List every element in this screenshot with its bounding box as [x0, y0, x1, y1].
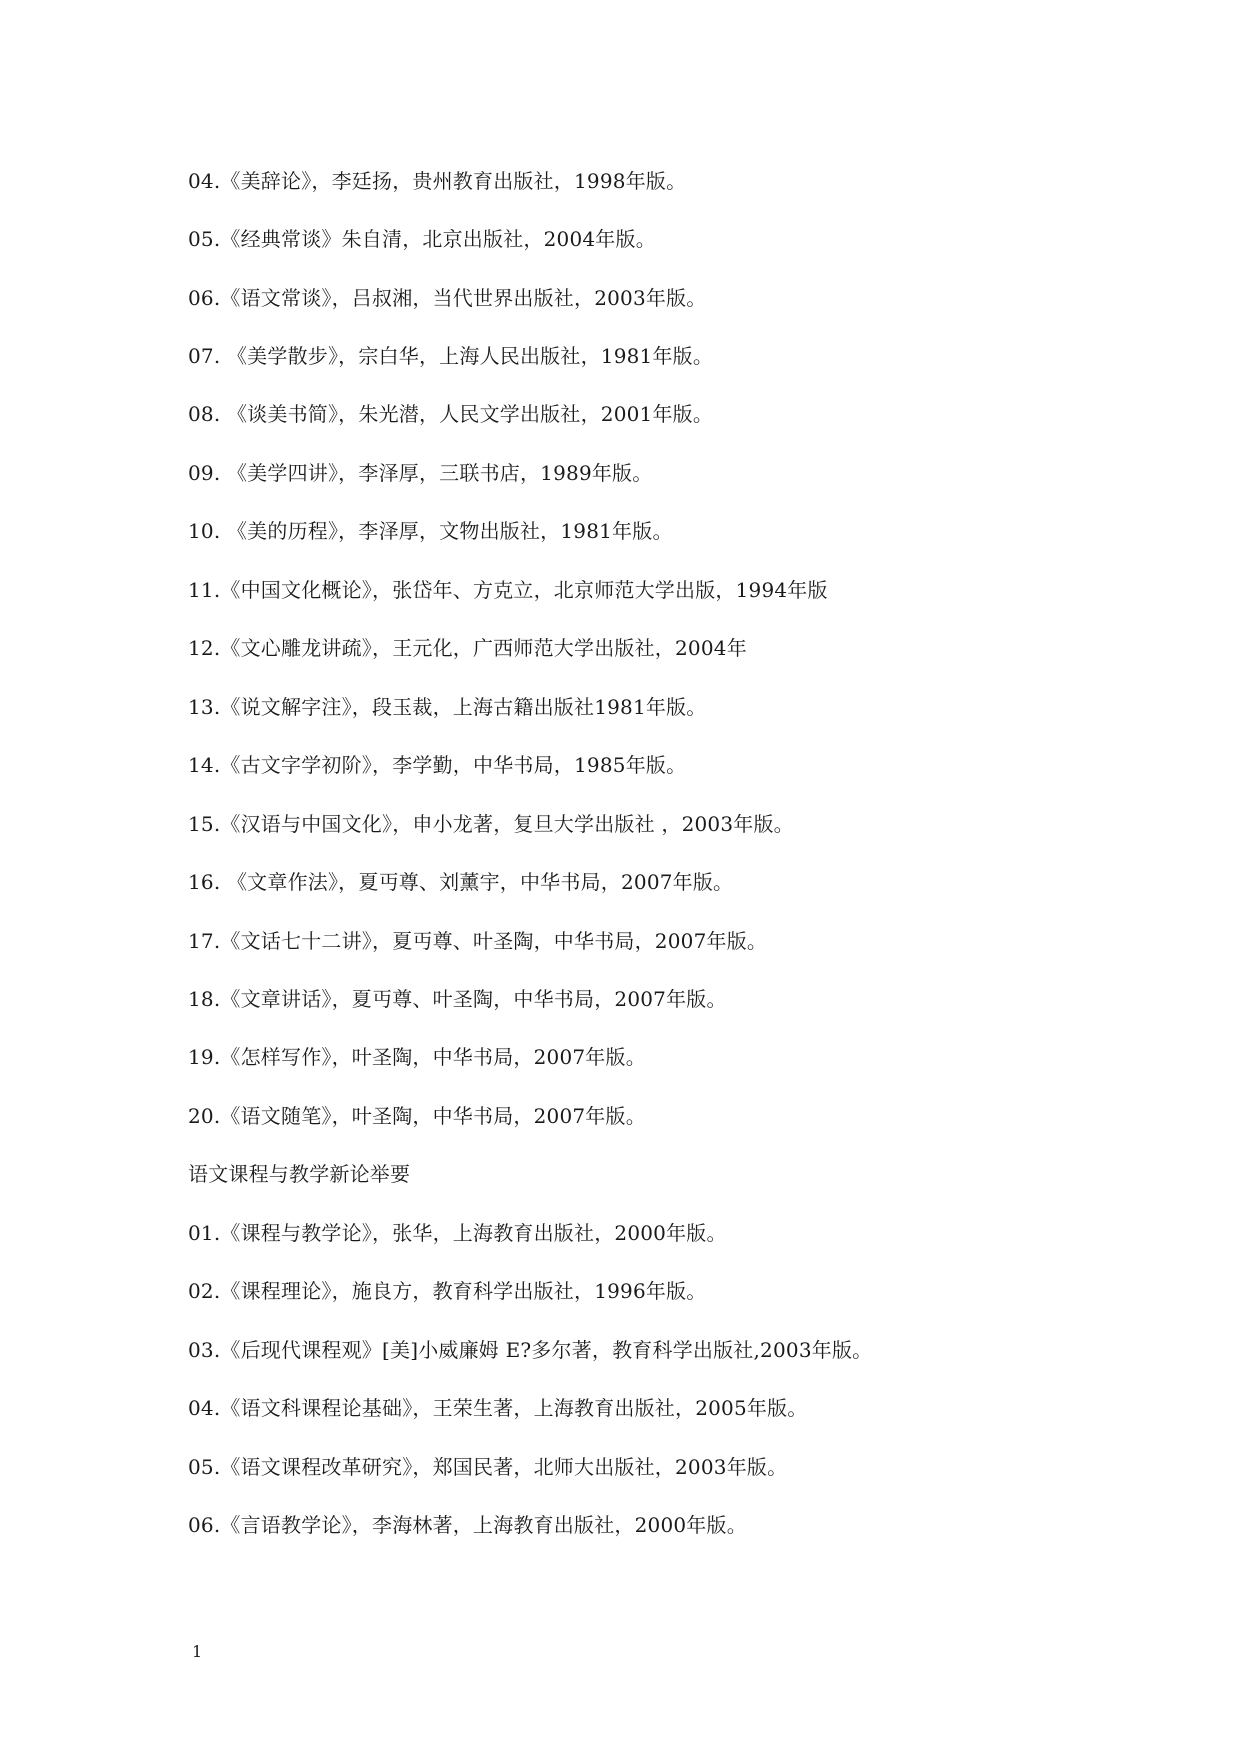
section-heading: 语文课程与教学新论举要 — [188, 1162, 411, 1186]
reference-line: 02.《课程理论》，施良方，教育科学出版社，1996年版。 — [188, 1279, 707, 1303]
page-number: 1 — [192, 1642, 203, 1661]
reference-line: 04.《美辞论》，李廷扬，贵州教育出版社，1998年版。 — [188, 169, 687, 193]
reference-line: 07. 《美学散步》，宗白华，上海人民出版社，1981年版。 — [188, 344, 714, 368]
reference-line: 06.《言语教学论》，李海林著，上海教育出版社，2000年版。 — [188, 1513, 747, 1537]
reference-line: 10. 《美的历程》，李泽厚，文物出版社，1981年版。 — [188, 519, 673, 543]
reference-line: 05.《经典常谈》朱自清，北京出版社，2004年版。 — [188, 227, 656, 251]
reference-line: 11.《中国文化概论》，张岱年、方克立，北京师范大学出版，1994年版 — [188, 578, 828, 602]
reference-line: 12.《文心雕龙讲疏》，王元化，广西师范大学出版社，2004年 — [188, 636, 747, 660]
reference-line: 06.《语文常谈》，吕叔湘，当代世界出版社，2003年版。 — [188, 286, 707, 310]
reference-line: 08. 《谈美书简》，朱光潜，人民文学出版社，2001年版。 — [188, 402, 714, 426]
reference-line: 17.《文话七十二讲》，夏丏尊、叶圣陶，中华书局，2007年版。 — [188, 929, 768, 953]
reference-line: 04.《语文科课程论基础》，王荣生著，上海教育出版社，2005年版。 — [188, 1396, 808, 1420]
reference-line: 03.《后现代课程观》[美]小威廉姆 E?多尔著，教育科学出版社,2003年版。 — [188, 1338, 873, 1362]
reference-line: 05.《语文课程改革研究》，郑国民著，北师大出版社，2003年版。 — [188, 1455, 788, 1479]
reference-line: 18.《文章讲话》，夏丏尊、叶圣陶，中华书局，2007年版。 — [188, 987, 727, 1011]
reference-line: 13.《说文解字注》，段玉裁，上海古籍出版社1981年版。 — [188, 695, 707, 719]
reference-line: 14.《古文字学初阶》，李学勤，中华书局，1985年版。 — [188, 753, 687, 777]
reference-line: 09. 《美学四讲》，李泽厚，三联书店，1989年版。 — [188, 461, 653, 485]
reference-line: 16. 《文章作法》，夏丏尊、刘薰宇，中华书局，2007年版。 — [188, 870, 734, 894]
reference-line: 20.《语文随笔》，叶圣陶，中华书局，2007年版。 — [188, 1104, 646, 1128]
reference-line: 01.《课程与教学论》，张华，上海教育出版社，2000年版。 — [188, 1221, 727, 1245]
reference-line: 19.《怎样写作》，叶圣陶，中华书局，2007年版。 — [188, 1045, 646, 1069]
reference-line: 15.《汉语与中国文化》，申小龙著，复旦大学出版社 ，2003年版。 — [188, 812, 794, 836]
